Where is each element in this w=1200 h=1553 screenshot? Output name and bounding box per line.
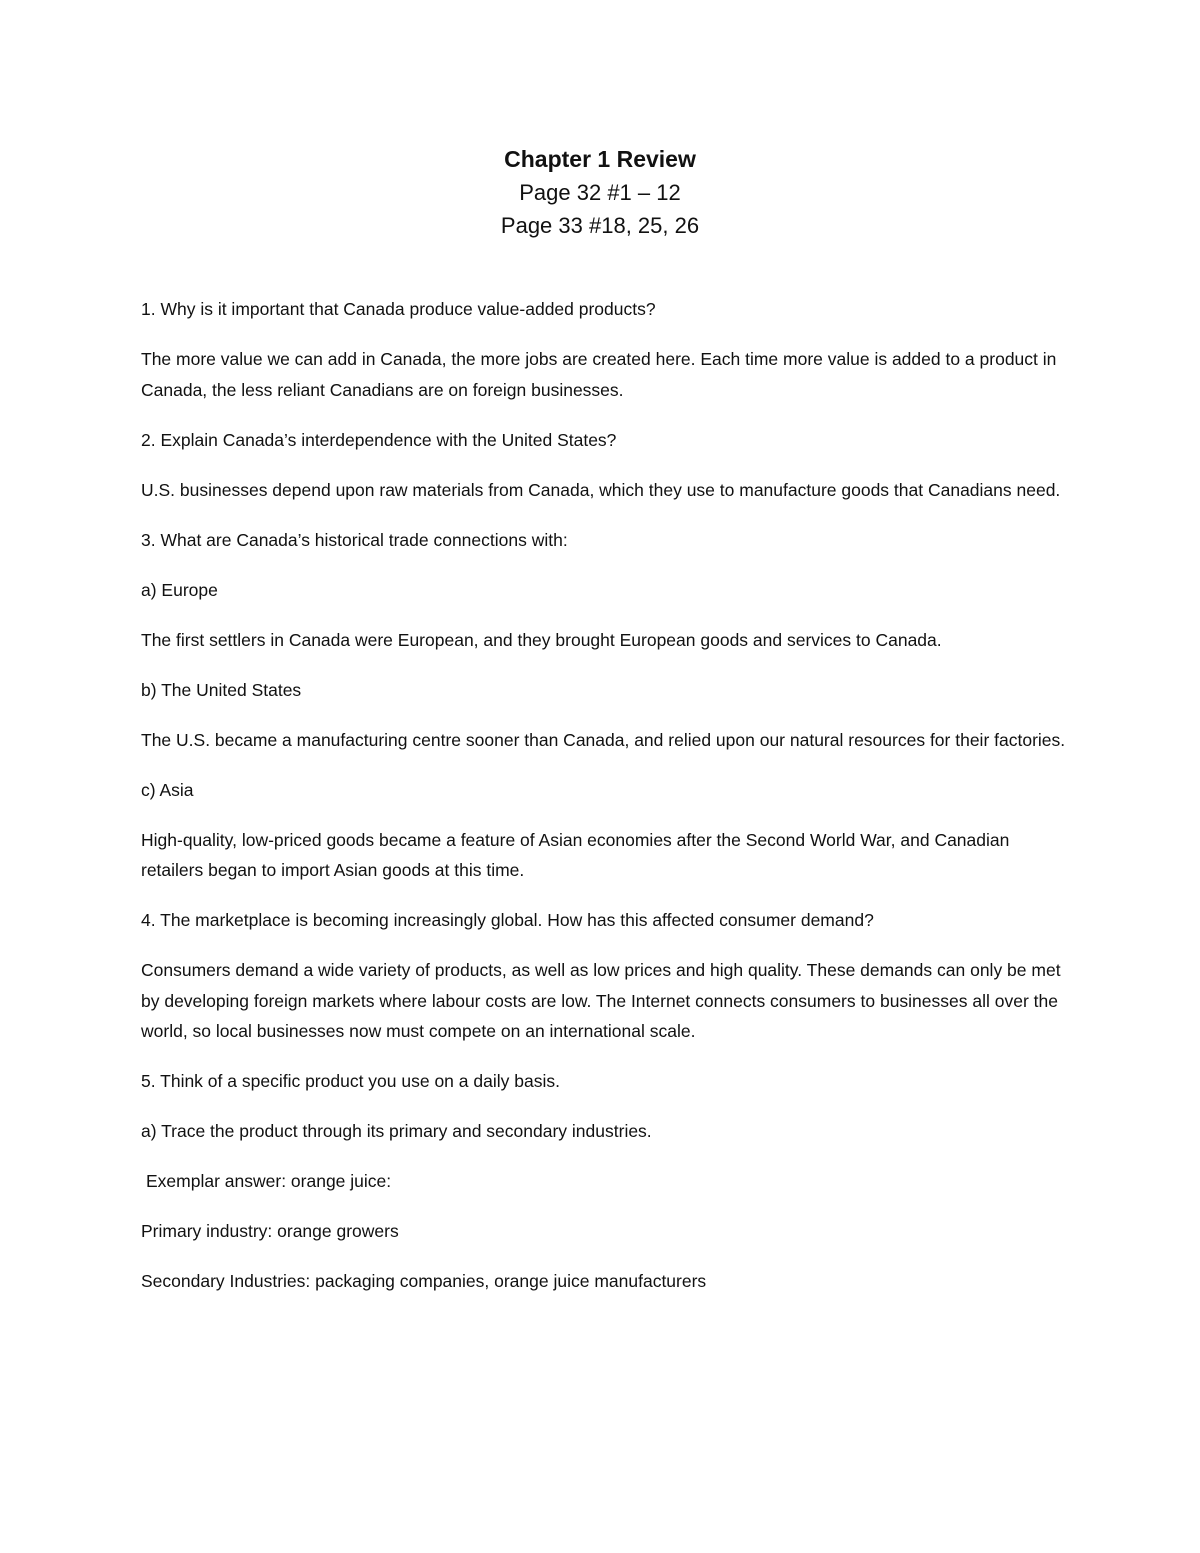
document-header xyxy=(0,142,1200,242)
document-body xyxy=(141,294,1066,1316)
document-title: Chapter 1 Review xyxy=(504,146,696,172)
question-4: 4. The marketplace is becoming increasingly global. How has this affected consumer demand? xyxy=(141,910,874,930)
page-reference-line: Page 33 #18, 25, 26 xyxy=(500,213,700,238)
primary-industry-answer: Primary industry: orange growers xyxy=(141,1221,399,1241)
sub-question-3a: a) Europe xyxy=(141,579,218,600)
sub-question-3c: c) Asia xyxy=(141,779,194,800)
question-3: 3. What are Canada’s historical trade connections with: xyxy=(141,529,568,550)
sub-question-3b: b) The United States xyxy=(141,679,302,700)
answer-4: Consumers demand a wide variety of products, as well as low prices and high quality. These demands can only be met by developing foreign markets where labour costs are low. The Internet connects consumers to businesses all over the world, so local businesses now must compete on an international scale. xyxy=(141,960,1061,1041)
secondary-industries-answer: Secondary Industries: packaging companies, orange juice manufacturers xyxy=(141,1271,707,1291)
answer-2: U.S. businesses depend upon raw materials from Canada, which they use to manufacture goods that Canadians need. xyxy=(141,479,1061,500)
answer-3c: High-quality, low-priced goods became a feature of Asian economies after the Second World War, and Canadian retailers began to import Asian goods at this time. xyxy=(141,829,1010,880)
exemplar-answer: Exemplar answer: orange juice: xyxy=(146,1171,392,1191)
page-reference-line: Page 32 #1 – 12 xyxy=(519,180,681,205)
question-2: 2. Explain Canada’s interdependence with the United States? xyxy=(141,429,617,450)
answer-3a: The first settlers in Canada were European, and they brought European goods and services to Canada. xyxy=(141,629,942,650)
sub-question-5a: a) Trace the product through its primary and secondary industries. xyxy=(141,1121,652,1141)
question-1: 1. Why is it important that Canada produce value-added products? xyxy=(141,299,656,319)
question-5: 5. Think of a specific product you use on a daily basis. xyxy=(141,1071,560,1091)
answer-1: The more value we can add in Canada, the more jobs are created here. Each time more value is added to a product in Canada, the less reliant Canadians are on foreign businesses. xyxy=(141,349,1057,400)
answer-3b: The U.S. became a manufacturing centre sooner than Canada, and relied upon our natural resources for their factories. xyxy=(141,729,1066,750)
